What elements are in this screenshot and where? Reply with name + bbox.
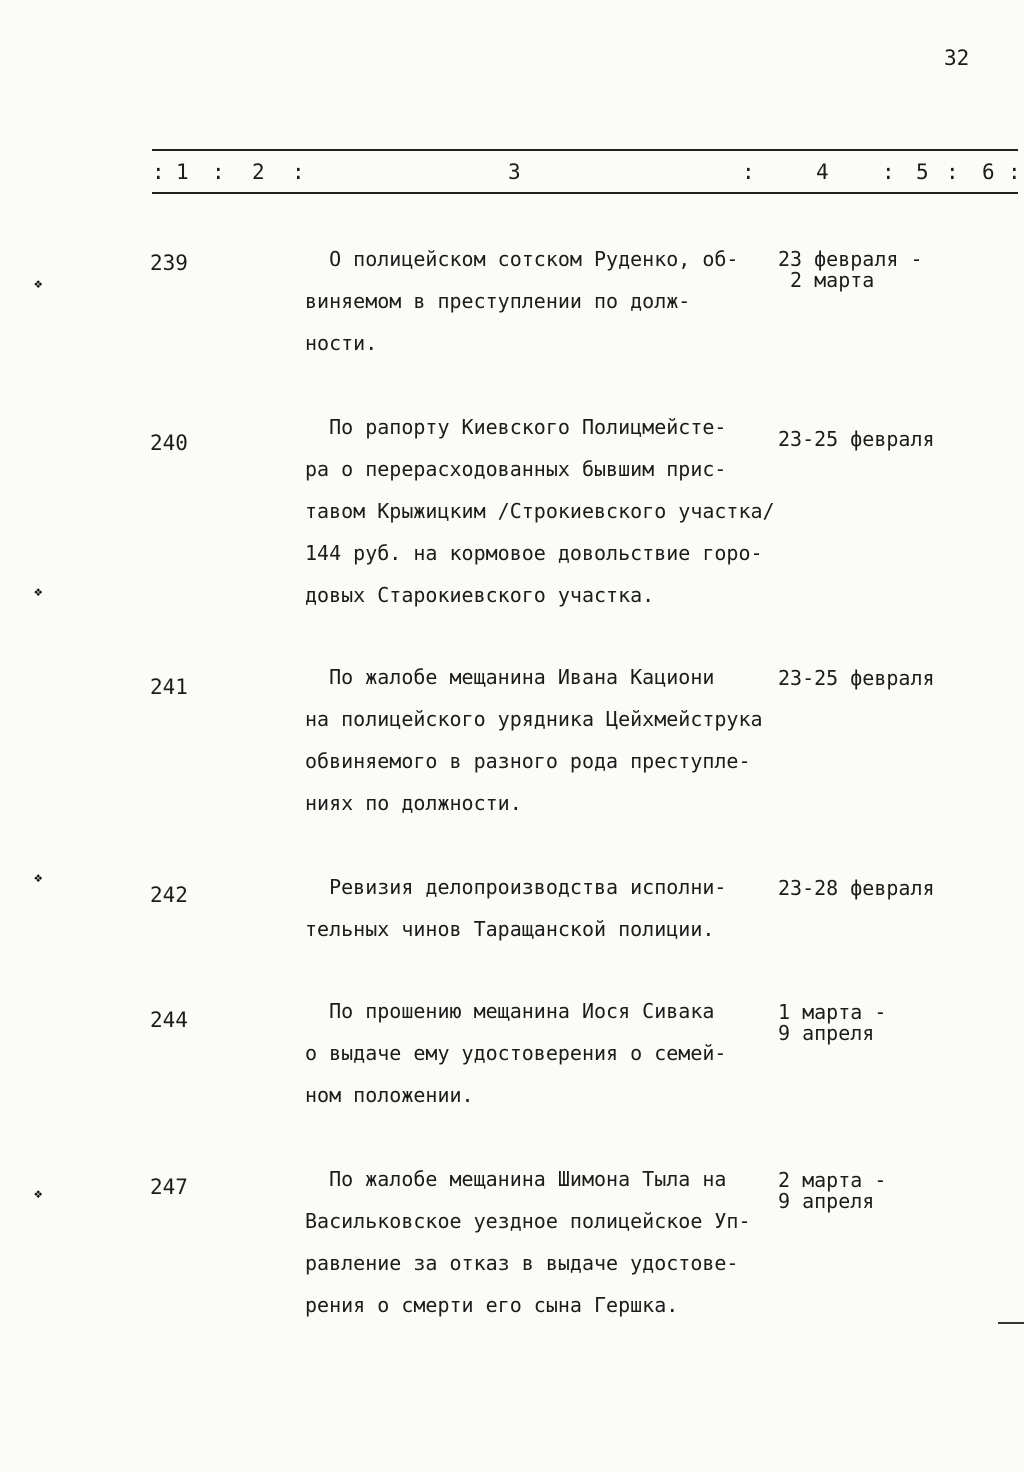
record-description <box>305 1158 805 1326</box>
record-number: 239 <box>150 251 188 275</box>
description-line: ности. <box>305 331 378 355</box>
description-line: По прошению мещанина Иося Сивака <box>305 999 715 1023</box>
description-line: ном положении. <box>305 1083 474 1107</box>
column-header-1: 1 <box>176 160 189 184</box>
date-line: 23-25 февраля <box>778 427 935 451</box>
record-description <box>305 656 805 824</box>
description-line: О полицейском сотском Руденко, об- <box>305 247 739 271</box>
description-line: довых Старокиевского участка. <box>305 583 655 607</box>
description-line: ра о перерасходованных бывшим прис- <box>305 457 727 481</box>
record-description <box>305 990 805 1116</box>
record-date <box>778 249 923 291</box>
record-date <box>778 1002 886 1044</box>
date-line: 23-28 февраля <box>778 876 935 900</box>
description-line: на полицейского урядника Цейхмейструка <box>305 707 763 731</box>
description-line: обвиняемого в разного рода преступле- <box>305 749 751 773</box>
record-number: 241 <box>150 675 188 699</box>
description-line: тавом Крыжицким /Строкиевского участка/ <box>305 499 775 523</box>
column-header-5: 5 <box>916 160 929 184</box>
record-description <box>305 406 805 616</box>
column-header-row <box>0 160 1024 188</box>
date-line: 1 марта - <box>778 1000 887 1024</box>
date-line: 23-25 февраля <box>778 666 935 690</box>
margin-stub-line <box>998 1322 1024 1324</box>
punch-mark-icon: ❖ <box>34 584 43 600</box>
record-number: 242 <box>150 883 188 907</box>
column-separator: : <box>946 160 959 184</box>
column-separator: : <box>742 160 755 184</box>
description-line: Васильковское уездное полицейское Уп- <box>305 1209 751 1233</box>
date-line: 23 февраля - <box>778 247 923 271</box>
column-header-3: 3 <box>508 160 521 184</box>
description-line: рения о смерти его сына Гершка. <box>305 1293 679 1317</box>
date-line: 2 марта - <box>778 1168 887 1192</box>
column-header-6: 6 <box>982 160 995 184</box>
punch-mark-icon: ❖ <box>34 1186 43 1202</box>
record-description <box>305 866 805 950</box>
header-rule-top <box>152 149 1018 151</box>
record-date <box>778 668 935 689</box>
column-separator: : <box>152 160 165 184</box>
page-number: 32 <box>944 46 970 70</box>
description-line: виняемом в преступлении по долж- <box>305 289 691 313</box>
date-line: 2 марта <box>778 268 875 292</box>
description-line: о выдаче ему удостоверения о семей- <box>305 1041 727 1065</box>
description-line: тельных чинов Таращанской полиции. <box>305 917 715 941</box>
record-description <box>305 238 805 364</box>
description-line: ниях по должности. <box>305 791 522 815</box>
date-line: 9 апреля <box>778 1021 875 1045</box>
record-date <box>778 878 935 899</box>
column-header-4: 4 <box>816 160 829 184</box>
punch-mark-icon: ❖ <box>34 276 43 292</box>
description-line: По жалобе мещанина Ивана Кациони <box>305 665 715 689</box>
column-header-2: 2 <box>252 160 265 184</box>
description-line: По жалобе мещанина Шимона Тыла на <box>305 1167 727 1191</box>
description-line: 144 руб. на кормовое довольствие горо- <box>305 541 763 565</box>
date-line: 9 апреля <box>778 1189 875 1213</box>
description-line: Ревизия делопроизводства исполни- <box>305 875 727 899</box>
column-separator: : <box>1008 160 1021 184</box>
column-separator: : <box>292 160 305 184</box>
description-line: По рапорту Киевского Полицмейсте- <box>305 415 727 439</box>
record-number: 244 <box>150 1008 188 1032</box>
record-date <box>778 1170 886 1212</box>
description-line: равление за отказ в выдаче удостове- <box>305 1251 739 1275</box>
record-number: 240 <box>150 431 188 455</box>
column-separator: : <box>212 160 225 184</box>
column-separator: : <box>882 160 895 184</box>
punch-mark-icon: ❖ <box>34 870 43 886</box>
record-date <box>778 429 935 450</box>
header-rule-bottom <box>152 192 1018 194</box>
record-number: 247 <box>150 1175 188 1199</box>
